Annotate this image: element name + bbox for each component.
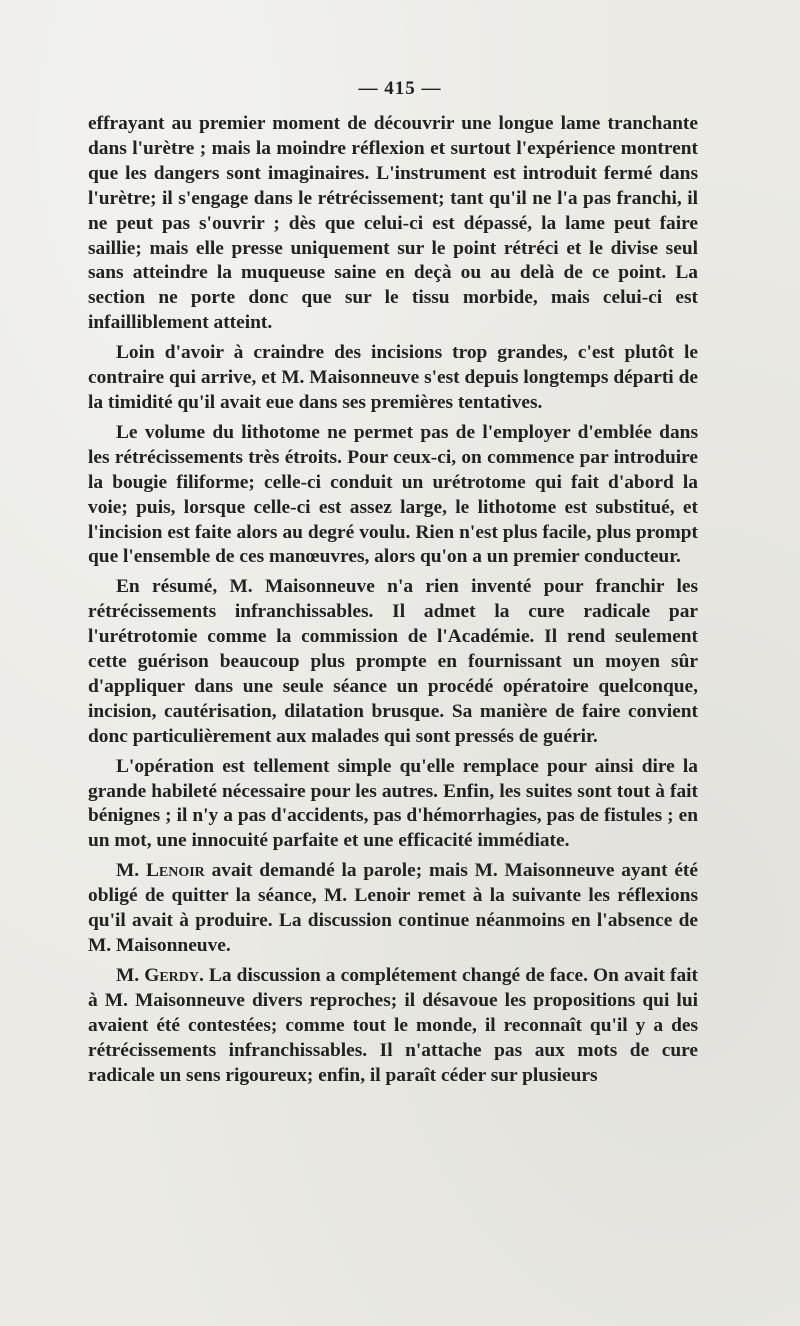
paragraph-text: avait demandé la parole; mais M. Maisonneuve ayant été obligé de quitter la séance, M. Lenoir remet à la suivante les réflexions qu'il avait à produire. La discussion continue néanmoins en l'absence de M. Maisonneuve. <box>88 860 698 956</box>
speaker-name: M. Gerdy <box>116 964 199 986</box>
paragraph-text: . La discussion a complétement changé de face. On avait fait à M. Maisonneuve divers reproches; il désavoue les propositions qui lui avaient été contestées; comme tout le monde, il reconnaît qu'il y a des rétrécissements infranchissables. Il n'attache pas aux mots de cure radicale un sens rigoureux; enfin, il paraît céder sur plusieurs <box>88 964 698 1086</box>
paragraph-4: En résumé, M. Maisonneuve n'a rien inventé pour franchir les rétrécissements infranchissables. Il admet la cure radicale par l'urétrotomie comme la commission de l'Académie. Il rend seulement cette guérison beaucoup plus prompte en fournissant un moyen sûr d'appliquer dans une seule séance un procédé opératoire quelconque, incision, cautérisation, dilatation brusque. Sa manière de faire convient donc particulièrement aux malades qui sont pressés de guérir. <box>88 576 698 747</box>
speaker-name: M. Lenoir <box>116 860 205 882</box>
paragraph-6 <box>88 859 698 959</box>
paragraph-3: Le volume du lithotome ne permet pas de l'employer d'emblée dans les rétrécissements très étroits. Pour ceux-ci, on commence par introduire la bougie filiforme; celle-ci conduit un urétrotome qui fait d'abord la voie; puis, lorsque celle-ci est assez large, le lithotome est substitué, et l'incision est faite alors au degré voulu. Rien n'est plus facile, plus prompt que l'ensemble de ces manœuvres, alors qu'on a un premier conducteur. <box>88 421 698 568</box>
paragraph-5: L'opération est tellement simple qu'elle remplace pour ainsi dire la grande habileté nécessaire pour les autres. Enfin, les suites sont tout à fait bénignes ; il n'y a pas d'accidents, pas d'hémorrhagies, pas de fistules ; en un mot, une innocuité parfaite et une efficacité immédiate. <box>88 755 698 852</box>
paragraph-7 <box>88 964 698 1089</box>
body-text <box>88 112 698 1093</box>
page-number: — 415 — <box>358 78 442 99</box>
paragraph-1: effrayant au premier moment de découvrir une longue lame tranchante dans l'urètre ; mais la moindre réflexion et surtout l'expérience montrent que les dangers sont imaginaires. L'instrument est introduit fermé dans l'urètre; il s'engage dans le rétrécissement; tant qu'il ne l'a pas franchi, il ne peut pas s'ouvrir ; dès que celui-ci est dépassé, la lame peut faire saillie; mais elle presse uniquement sur le point rétréci et le divise seul sans atteindre la muqueuse saine en deçà ou au delà de ce point. La section ne porte donc que sur le tissu morbide, mais celui-ci est infailliblement atteint. <box>88 113 698 334</box>
paragraph-2: Loin d'avoir à craindre des incisions trop grandes, c'est plutôt le contraire qui arrive, et M. Maisonneuve s'est depuis longtemps départi de la timidité qu'il avait eue dans ses premières tentatives. <box>88 342 698 413</box>
